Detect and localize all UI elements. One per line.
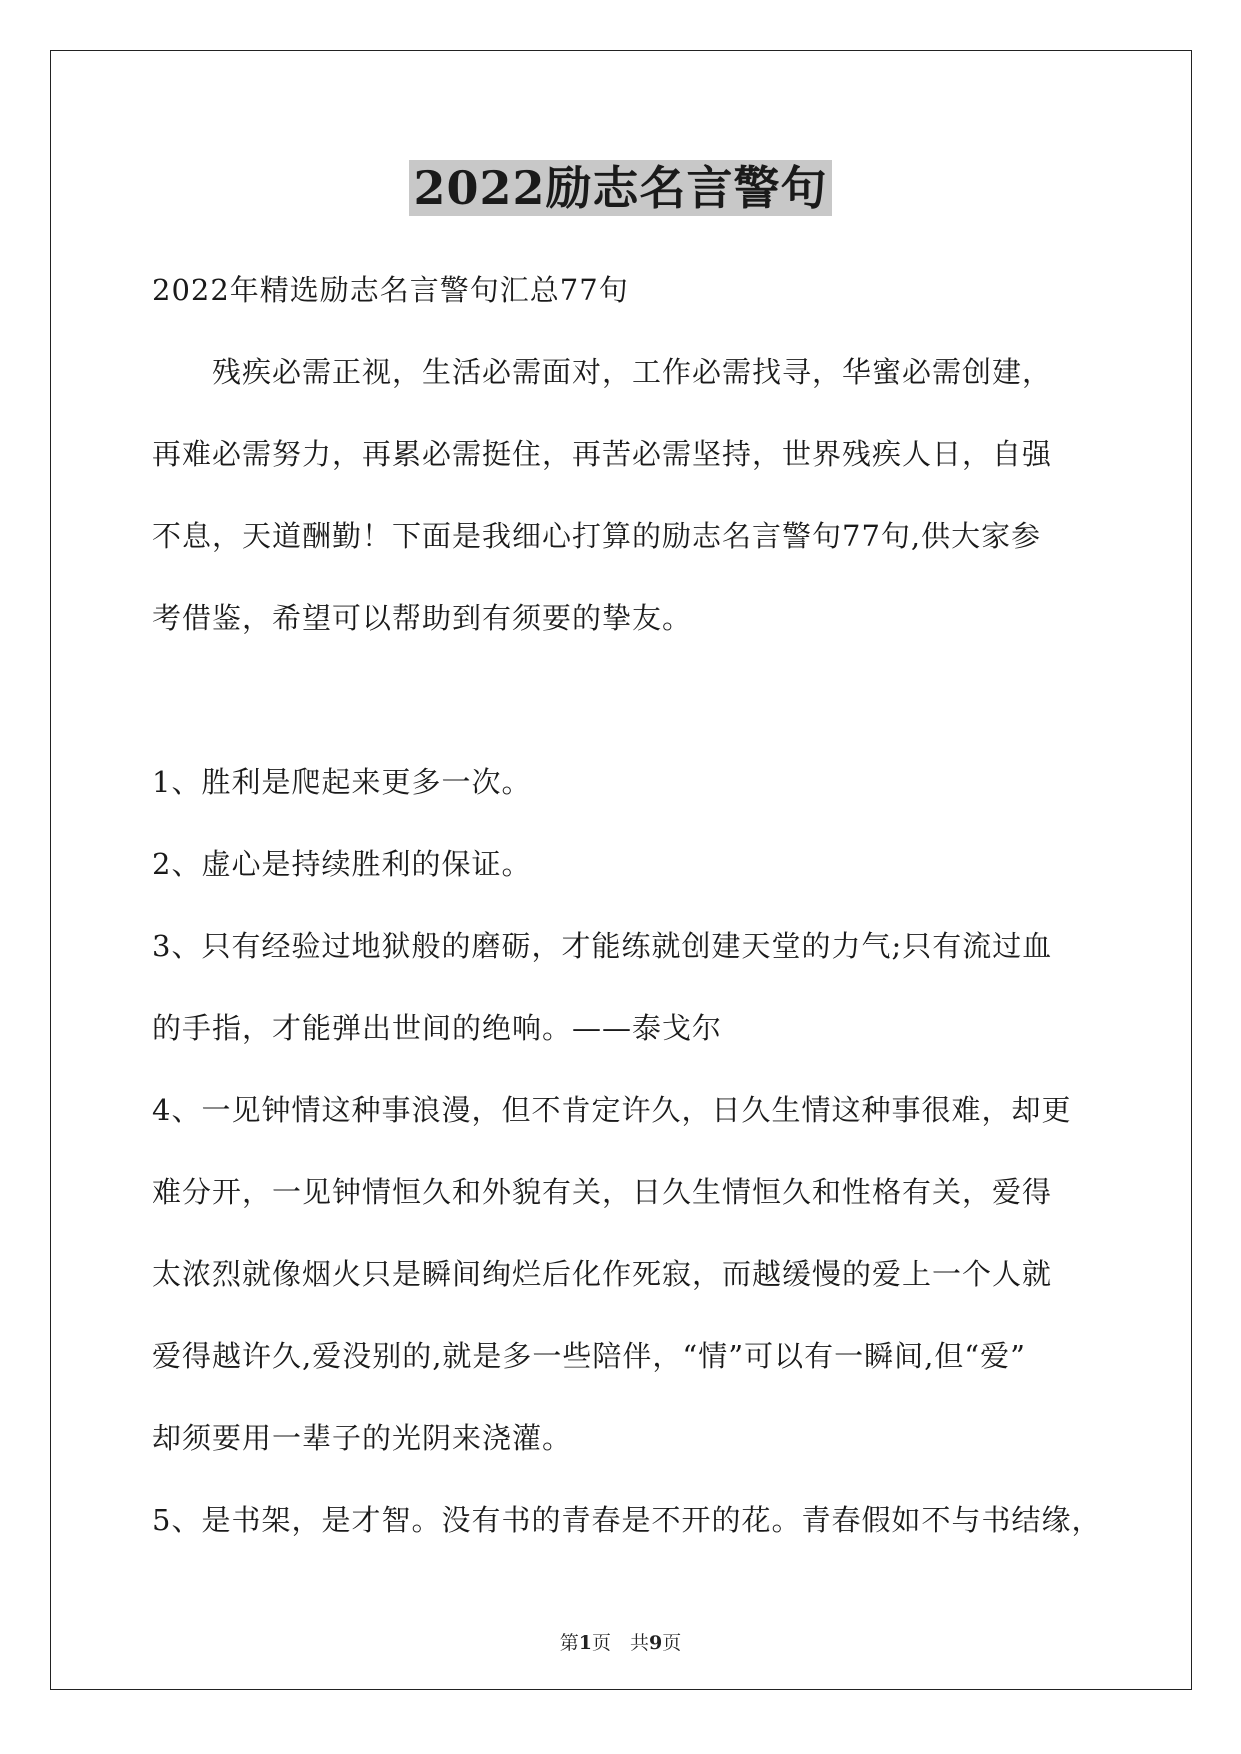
intro-line: 考借鉴，希望可以帮助到有须要的挚友。	[152, 601, 693, 635]
current-page-number: 1	[578, 1632, 592, 1654]
quote-line: 1、胜利是爬起来更多一次。	[152, 765, 532, 799]
document-body	[152, 270, 1102, 1582]
quote-line: 太浓烈就像烟火只是瞬间绚烂后化作死寂，而越缓慢的爱上一个人就	[152, 1257, 1053, 1291]
page-middle: 页 共	[591, 1632, 649, 1654]
document-title: 2022励志名言警句	[409, 160, 831, 216]
intro-line: 残疾必需正视，生活必需面对，工作必需找寻，华蜜必需创建，	[152, 355, 1053, 389]
quote-line: 4、一见钟情这种事浪漫，但不肯定许久，日久生情这种事很难，却更	[152, 1093, 1072, 1127]
document-subtitle: 2022年精选励志名言警句汇总77句	[152, 273, 629, 307]
intro-line: 不息，天道酬勤！下面是我细心打算的励志名言警句77句,供大家参	[152, 519, 1042, 553]
quote-line: 的手指，才能弹出世间的绝响。——泰戈尔	[152, 1011, 723, 1045]
paragraph-spacer	[152, 680, 1092, 762]
quote-line: 难分开，一见钟情恒久和外貌有关，日久生情恒久和性格有关，爱得	[152, 1175, 1053, 1209]
title-container	[0, 160, 1241, 216]
intro-line: 再难必需努力，再累必需挺住，再苦必需坚持，世界残疾人日，自强	[152, 437, 1053, 471]
page-total-suffix: 页	[662, 1632, 682, 1654]
page-prefix: 第	[559, 1632, 579, 1654]
quote-line: 3、只有经验过地狱般的磨砺，才能练就创建天堂的力气;只有流过血	[152, 929, 1053, 963]
quote-line: 爱得越许久,爱没别的,就是多一些陪伴，“情”可以有一瞬间,但“爱”	[152, 1339, 1026, 1373]
quote-line: 却须要用一辈子的光阴来浇灌。	[152, 1421, 573, 1455]
total-page-number: 9	[649, 1632, 663, 1654]
quote-line: 2、虚心是持续胜利的保证。	[152, 847, 532, 881]
page-footer	[0, 1628, 1241, 1655]
quote-line: 5、是书架，是才智。没有书的青春是不开的花。青春假如不与书结缘，	[152, 1503, 1102, 1537]
